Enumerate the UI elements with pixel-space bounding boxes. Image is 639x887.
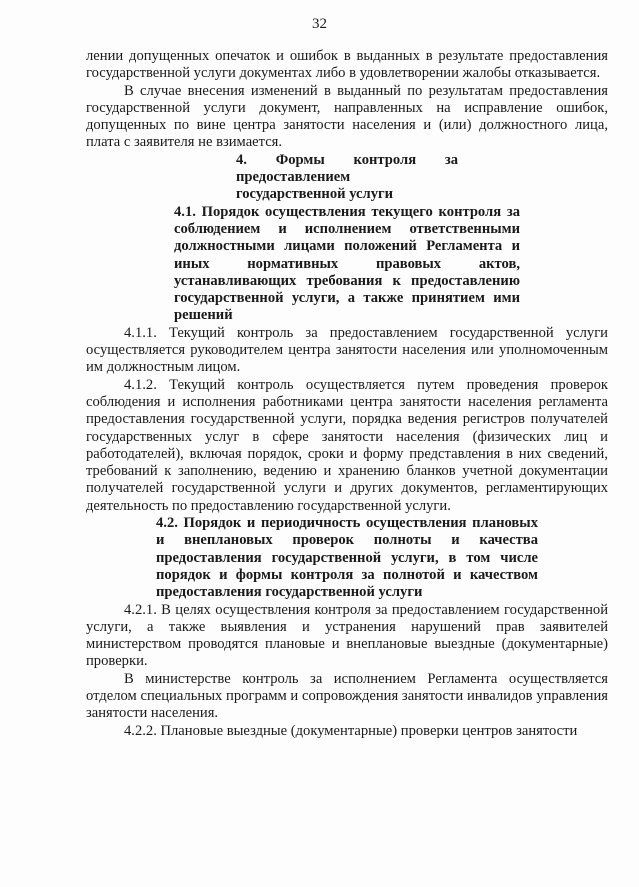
section-heading-4-1: 4.1. Порядок осуществления текущего контроля за соблюдением и исполнением ответственными должностными лицами положений Регламента и иных нормативных правовых актов, устанавливающих требования к предоставлению государственной услуги, а также принятием ими решений — [174, 203, 520, 324]
page-number: 32 — [312, 16, 327, 32]
document-body — [86, 48, 608, 740]
paragraph-continuation: лении допущенных опечаток и ошибок в выданных в результате предоставления государственной услуги документах либо в удовлетворении жалобы отказывается. — [86, 48, 608, 82]
paragraph-4-1-1: 4.1.1. Текущий контроль за предоставлением государственной услуги осуществляется руководителем центра занятости населения или уполномоченным им должностным лицом. — [86, 324, 608, 376]
paragraph-4-2-1: 4.2.1. В целях осуществления контроля за предоставлением государственной услуги, а также выявления и устранения нарушений прав заявителей министерством проводятся плановые и внеплановые выездные (документарные) проверки. — [86, 601, 608, 670]
paragraph-4-2-2: 4.2.2. Плановые выездные (документарные) проверки центров занятости — [124, 722, 578, 739]
paragraph-4-1-2: 4.1.2. Текущий контроль осуществляется путем проведения проверок соблюдения и исполнения работниками центра занятости населения регламента предоставления государственной услуги, порядка ведения регистров получателей государственных услуг в сфере занятости населения (физических лиц и работодателей), включая порядок, сроки и форму представления в них сведений, требований к заполнению, ведению и хранению бланков учетной документации получателей государственной услуги и других документов, регламентирующих деятельность по предоставлению государственной услуги. — [86, 376, 608, 514]
paragraph-fee: В случае внесения изменений в выданный по результатам предоставления государственной услуги документ, направленных на исправление ошибок, допущенных по вине центра занятости населения и (или) должностного лица, плата с заявителя не взимается. — [86, 82, 608, 151]
section-heading-4-2: 4.2. Порядок и периодичность осуществления плановых и внеплановых проверок полноты и качества предоставления государственной услуги, в том числе порядок и формы контроля за полнотой и качеством предоставления государственной услуги — [156, 515, 538, 601]
section-heading-4: 4. Формы контроля за предоставлением государственной услуги — [236, 151, 458, 203]
paragraph-ministry-control: В министерстве контроль за исполнением Регламента осуществляется отделом специальных программ и сопровождения занятости инвалидов управления занятости населения. — [86, 670, 608, 722]
